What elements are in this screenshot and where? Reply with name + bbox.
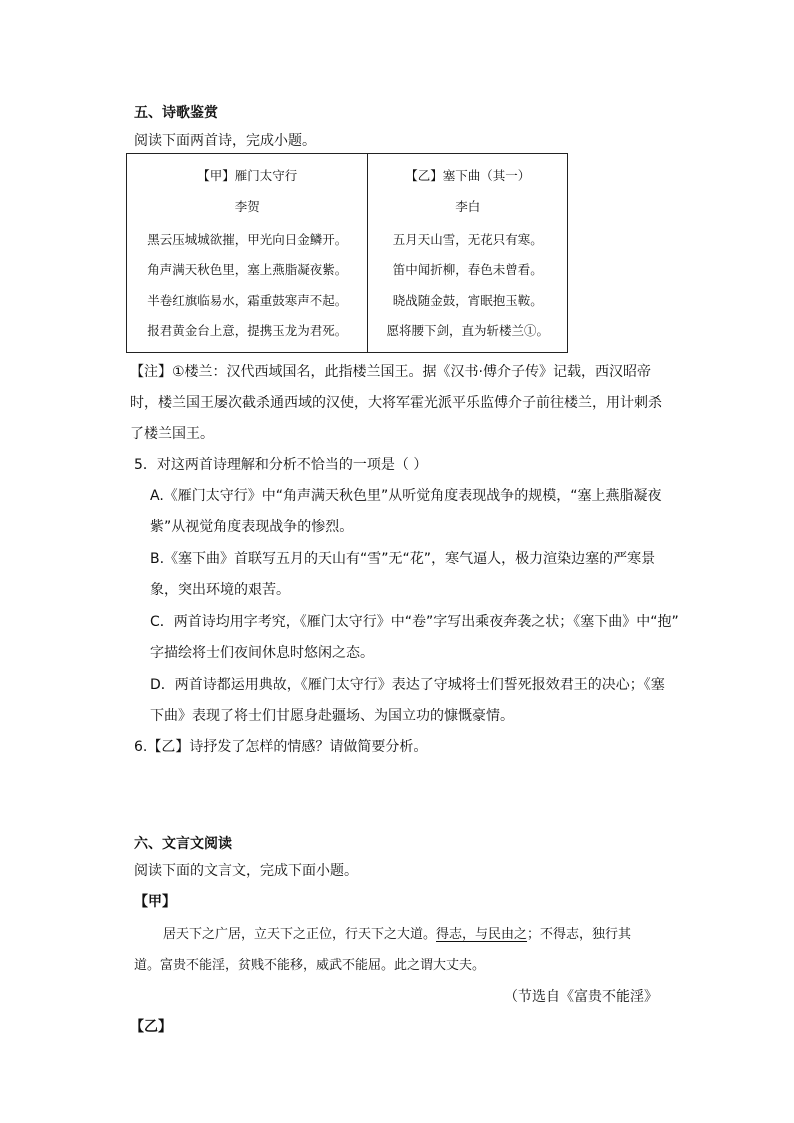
- text-segment: 居天下之广居，立天下之正位，行天下之大道。: [163, 927, 437, 942]
- question-6: 6.【乙】诗抒发了怎样的情感？请做简要分析。: [134, 739, 428, 755]
- poem-a-line: 黑云压城城欲摧，甲光向日金鳞开。: [147, 232, 348, 247]
- poem-b-line: 笛中闻折柳，春色未曾看。: [392, 262, 543, 277]
- poem-a-line: 角声满天秋色里，塞上燕脂凝夜紫。: [147, 262, 348, 277]
- note-line: 时，楼兰国王屡次截杀通西域的汉使，大将军霍光派平乐监傅介子前往楼兰，用计刺杀: [130, 395, 662, 411]
- classical-text-line-2: 道。富贵不能淫，贫贱不能移，威武不能屈。此之谓大丈夫。: [134, 958, 486, 973]
- poems-table: [126, 153, 568, 353]
- source-citation: （节选自《富贵不能淫》: [504, 989, 658, 1005]
- poem-b-title: 【乙】塞下曲（其一）: [405, 168, 531, 183]
- poem-b-line: 五月天山雪，无花只有寒。: [392, 232, 543, 247]
- note-line: 了楼兰国王。: [130, 426, 214, 442]
- section5-heading: 五、诗歌鉴赏: [134, 105, 218, 121]
- section5-instruction: 阅读下面两首诗，完成小题。: [134, 133, 316, 149]
- classical-text-line-1: [163, 923, 631, 942]
- poem-a-line: 报君黄金台上意，提携玉龙为君死。: [147, 323, 348, 338]
- note-line: 【注】①楼兰：汉代西域国名，此指楼兰国王。据《汉书·傅介子传》记载，西汉昭帝: [130, 364, 651, 380]
- poem-a-cell: [127, 154, 368, 353]
- question-5-stem: 5．对这两首诗理解和分析不恰当的一项是（ ）: [134, 457, 428, 473]
- q5-option-line: D．两首诗都运用典故，《雁门太守行》表达了守城将士们誓死报效君王的决心；《塞: [150, 677, 665, 693]
- poem-a-title: 【甲】雁门太守行: [197, 168, 298, 183]
- poem-b-cell: [368, 154, 568, 353]
- q5-option-line: B.《塞下曲》首联写五月的天山有“雪”无“花”，寒气逼人，极力渲染边塞的严寒景: [150, 551, 656, 567]
- q5-option-line: A.《雁门太守行》中“角声满天秋色里”从听觉角度表现战争的规模，“塞上燕脂凝夜: [150, 488, 662, 504]
- q5-option-line: 象，突出环境的艰苦。: [150, 582, 290, 598]
- underlined-phrase: 得志，与民由之: [436, 927, 528, 942]
- q5-option-line: 下曲》表现了将士们甘愿身赴疆场、为国立功的慷慨豪情。: [150, 708, 514, 724]
- poem-b-line: 愿将腰下剑，直为斩楼兰①。: [386, 323, 549, 338]
- section6-heading: 六、文言文阅读: [134, 836, 232, 852]
- part-b-label: 【乙】: [130, 1019, 172, 1035]
- q5-option-line: 紫”从视觉角度表现战争的惨烈。: [150, 519, 354, 535]
- part-a-label: 【甲】: [134, 894, 176, 910]
- section6-instruction: 阅读下面的文言文，完成下面小题。: [134, 863, 358, 879]
- text-segment: ；不得志，独行其: [527, 927, 632, 942]
- poem-a-author: 李贺: [234, 199, 260, 214]
- q5-option-line: C．两首诗均用字考究，《雁门太守行》中“卷”字写出乘夜奔袭之状；《塞下曲》中“抱”: [150, 614, 679, 630]
- poem-a-line: 半卷红旗临易水，霜重鼓寒声不起。: [147, 293, 348, 308]
- q5-option-line: 字描绘将士们夜间休息时悠闲之态。: [150, 645, 374, 661]
- poem-b-author: 李白: [455, 199, 481, 214]
- poem-b-line: 晓战随金鼓，宵眠抱玉鞍。: [392, 293, 543, 308]
